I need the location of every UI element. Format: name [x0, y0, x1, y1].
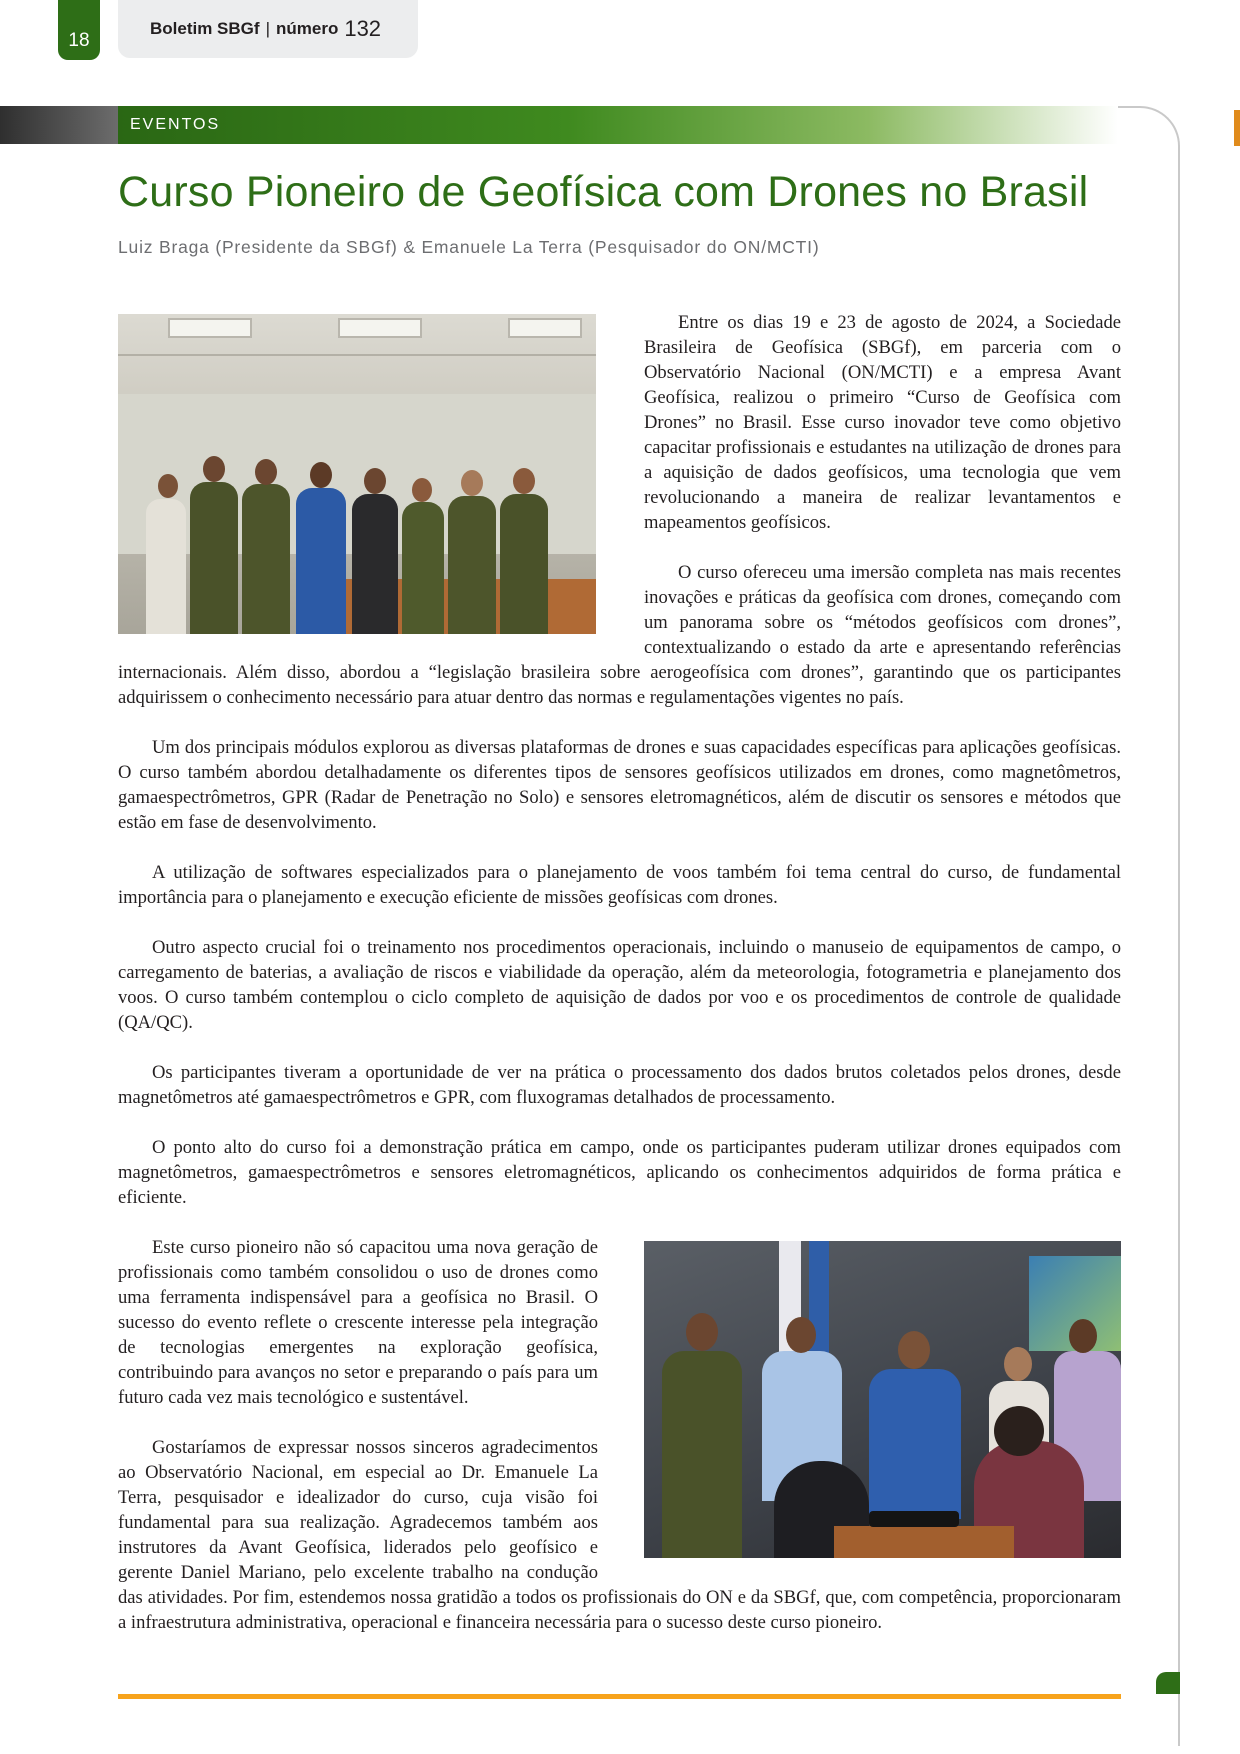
- paragraph-1: Entre os dias 19 e 23 de agosto de 2024, a Sociedade Brasileira de Geofísica (SBGf), em parceria com o Observatório Nacional (ON/MCTI) e a empresa Avant Geofísica, realizou o primeiro “Curso de Geofísica com Drones” no Brasil. Esse curso inovador teve como objetivo capacitar profissionais e estudantes na utilização de drones para a aquisição de dados geofísicos, uma tecnologia que vem revolucionando a maneira de realizar levantamentos e mapeamentos geofísicos.: [644, 312, 1121, 533]
- side-accent: [1234, 110, 1240, 146]
- header-separator: |: [265, 19, 270, 38]
- paragraph-6: Os participantes tiveram a oportunidade de ver na prática o processamento dos dados brutos coletados pelos drones, desde magnetômetros até gamaespectrômetros e GPR, com fluxogramas detalhados de processamento.: [118, 1062, 1121, 1108]
- section-bar-left: [0, 106, 118, 144]
- article-title: Curso Pioneiro de Geofísica com Drones no Brasil: [118, 168, 1089, 216]
- issue-label: número: [275, 19, 339, 38]
- paragraph-7: O ponto alto do curso foi a demonstração prática em campo, onde os participantes puderam utilizar drones equipados com magnetômetros, gamaespectrômetros e sensores eletromagnéticos, aplicando os conhecimentos adquiridos de forma prática e eficiente.: [118, 1137, 1121, 1208]
- article-authors: Luiz Braga (Presidente da SBGf) & Emanuele La Terra (Pesquisador do ON/MCTI): [118, 237, 820, 257]
- page-number: 18: [58, 0, 100, 60]
- group-photo: [118, 314, 596, 634]
- section-label: EVENTOS: [118, 106, 1118, 144]
- article-body: [118, 310, 1121, 1660]
- paragraph-5: Outro aspecto crucial foi o treinamento nos procedimentos operacionais, incluindo o manuseio de equipamentos de campo, o carregamento de baterias, a avaliação de riscos e viabilidade da operação, além da meteorologia, fotogrametria e planejamento dos voos. O curso também contemplou o ciclo completo de aquisição de dados por voo e os procedimentos de controle de qualidade (QA/QC).: [118, 937, 1121, 1033]
- issue-number: 132: [344, 16, 382, 41]
- paragraph-3: Um dos principais módulos explorou as diversas plataformas de drones e suas capacidades específicas para aplicações geofísicas. O curso também abordou detalhadamente os diferentes tipos de sensores geofísicos utilizados em drones, como magnetômetros, gamaespectrômetros, GPR (Radar de Penetração no Solo) e sensores eletromagnéticos, além de discutir os sensores e métodos que estão em fase de desenvolvimento.: [118, 737, 1121, 833]
- issue-header: [118, 0, 418, 58]
- paragraph-4: A utilização de softwares especializados para o planejamento de voos também foi tema central do curso, de fundamental importância para o planejamento e execução eficiente de missões geofísicas com drones.: [118, 862, 1121, 908]
- footer-rule: [118, 1694, 1121, 1699]
- paragraph-8: Este curso pioneiro não só capacitou uma nova geração de profissionais como também consolidou o uso de drones como uma ferramenta indispensável para a geofísica no Brasil. O sucesso do evento reflete o crescente interesse pela integração de tecnologias emergentes na exploração geofísica, contribuindo para avanços no setor e preparando o país para um futuro cada vez mais tecnológico e sustentável.: [118, 1237, 598, 1408]
- paragraph-9: Gostaríamos de expressar nossos sinceros agradecimentos ao Observatório Nacional, em especial ao Dr. Emanuele La Terra, pesquisador e idealizador do curso, cuja visão foi fundamental para sua realização. Agradecemos também aos instrutores da Avant Geofísica, liderados pelo geofísico e gerente Daniel Mariano, pelo excelente trabalho na condução das atividades. Por fim, estendemos nossa gratidão a todos os profissionais do ON e da SBGf, que, com competência, proporcionaram a infraestrutura administrativa, operacional e financeira necessária para o sucesso deste curso pioneiro.: [118, 1437, 1121, 1633]
- paragraph-2: O curso ofereceu uma imersão completa nas mais recentes inovações e práticas da geofísica com drones, começando com um panorama sobre os “métodos geofísicos com drones”, contextualizando o estado da arte e apresentando referências internacionais. Além disso, abordou a “legislação brasileira sobre aerogeofísica com drones”, garantindo que os participantes adquirissem o conhecimento necessário para atuar dentro das normas e regulamentações vigentes no país.: [118, 562, 1121, 708]
- field-demo-photo: [644, 1241, 1121, 1558]
- corner-accent: [1156, 1672, 1180, 1694]
- publication-name: Boletim SBGf: [150, 19, 260, 38]
